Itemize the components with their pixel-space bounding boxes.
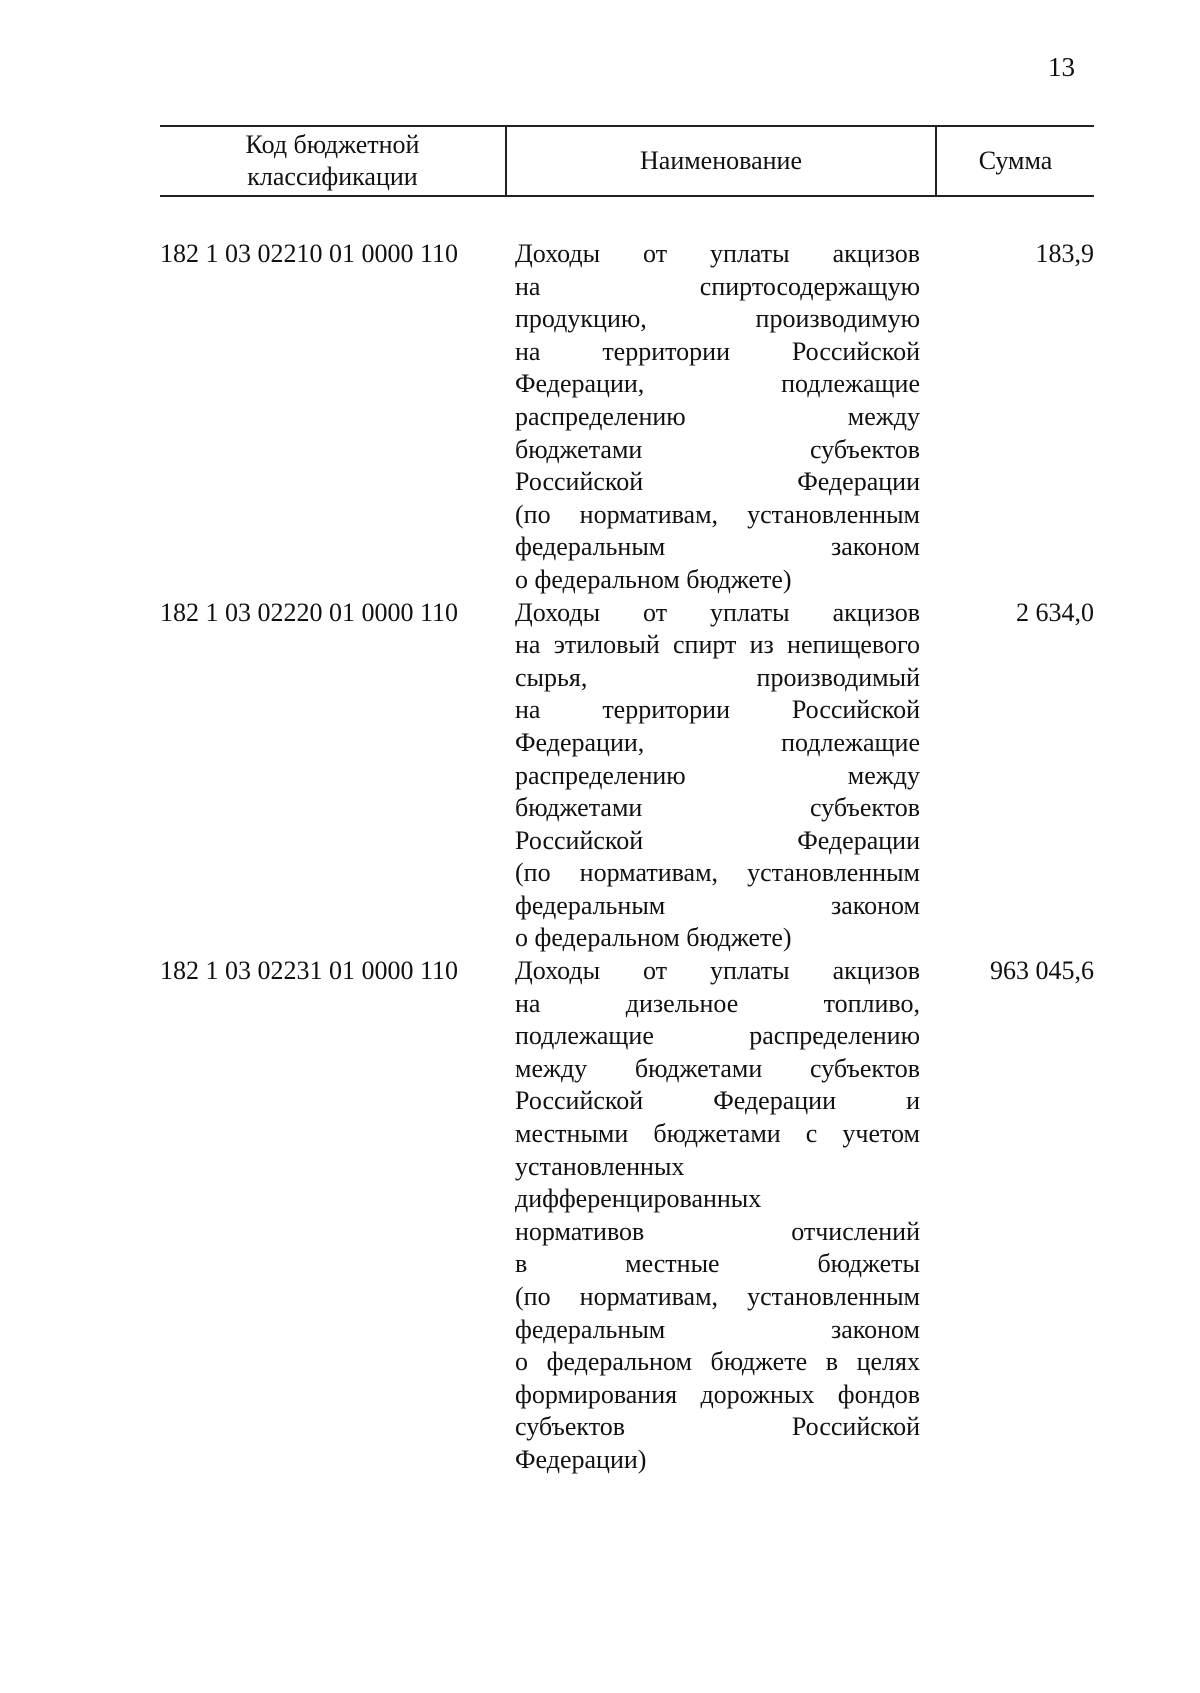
budget-code: 182 1 03 02231 01 0000 110 (160, 956, 459, 986)
revenue-name-line: дифференцированных (515, 1184, 762, 1214)
revenue-name (515, 238, 920, 597)
revenue-name-line: о федеральном бюджете в целях (515, 1347, 920, 1377)
revenue-name (515, 597, 920, 956)
table-row (160, 955, 1094, 1477)
revenue-name-line: местными бюджетами с учетом (515, 1119, 920, 1149)
revenue-name-line: нормативов отчислений (515, 1216, 920, 1246)
revenue-name-line: федеральным законом (515, 1314, 920, 1344)
revenue-name-line: о федеральном бюджете) (515, 923, 792, 953)
budget-code: 182 1 03 02210 01 0000 110 (160, 239, 459, 268)
table-header (160, 125, 1094, 197)
revenue-name-line: сырья, производимый (515, 662, 920, 692)
revenue-name-line: Федерации, подлежащие (515, 369, 920, 399)
budget-code: 182 1 03 02220 01 0000 110 (160, 597, 459, 627)
amount: 183,9 (1035, 239, 1094, 268)
revenue-name-line: бюджетами субъектов (515, 434, 920, 464)
revenue-name-line: субъектов Российской (515, 1412, 920, 1442)
revenue-name-line: Российской Федерации и (515, 1086, 920, 1116)
revenue-name-line: федеральным законом (515, 532, 920, 562)
revenue-name-line: бюджетами субъектов (515, 793, 920, 823)
revenue-name-line: о федеральном бюджете) (515, 564, 792, 594)
revenue-name-line: распределению между (515, 401, 920, 431)
revenue-name-line: в местные бюджеты (515, 1249, 920, 1279)
page-number: 13 (1048, 52, 1075, 82)
revenue-name-line: (по нормативам, установленным (515, 1282, 920, 1311)
revenue-name-line: Федерации) (515, 1444, 647, 1474)
revenue-name-line: на дизельное топливо, (515, 988, 920, 1018)
revenue-name-line: (по нормативам, установленным (515, 858, 920, 888)
revenue-name-line: Российской Федерации (515, 467, 920, 497)
revenue-name-line: Доходы от уплаты акцизов (515, 239, 920, 268)
revenue-name-line: Федерации, подлежащие (515, 727, 920, 757)
revenue-name-line: формирования дорожных фондов (515, 1379, 920, 1409)
revenue-name-line: Российской Федерации (515, 825, 920, 855)
amount: 963 045,6 (990, 956, 1094, 986)
revenue-name (515, 955, 920, 1477)
header-name: Наименование (505, 127, 937, 195)
revenue-name-line: на территории Российской (515, 695, 920, 725)
amount: 2 634,0 (1016, 597, 1094, 627)
table-row (160, 597, 1094, 956)
revenue-name-line: на территории Российской (515, 336, 920, 366)
revenue-name-line: Доходы от уплаты акцизов (515, 956, 920, 986)
revenue-name-line: продукцию, производимую (515, 304, 920, 334)
table-row (160, 238, 1094, 597)
revenue-name-line: федеральным законом (515, 890, 920, 920)
revenue-name-line: на спиртосодержащую (515, 271, 920, 301)
revenue-name-line: (по нормативам, установленным (515, 499, 920, 529)
table-body (160, 238, 1094, 1477)
header-sum: Сумма (978, 146, 1053, 175)
revenue-name-line: распределению между (515, 760, 920, 790)
header-code: Код бюджетной классификации (245, 130, 420, 191)
revenue-name-line: Доходы от уплаты акцизов (515, 597, 920, 627)
revenue-name-line: подлежащие распределению (515, 1021, 920, 1051)
revenue-name-line: на этиловый спирт из непищевого (515, 630, 920, 660)
revenue-name-line: между бюджетами субъектов (515, 1053, 920, 1083)
revenue-name-line: установленных (515, 1151, 685, 1181)
